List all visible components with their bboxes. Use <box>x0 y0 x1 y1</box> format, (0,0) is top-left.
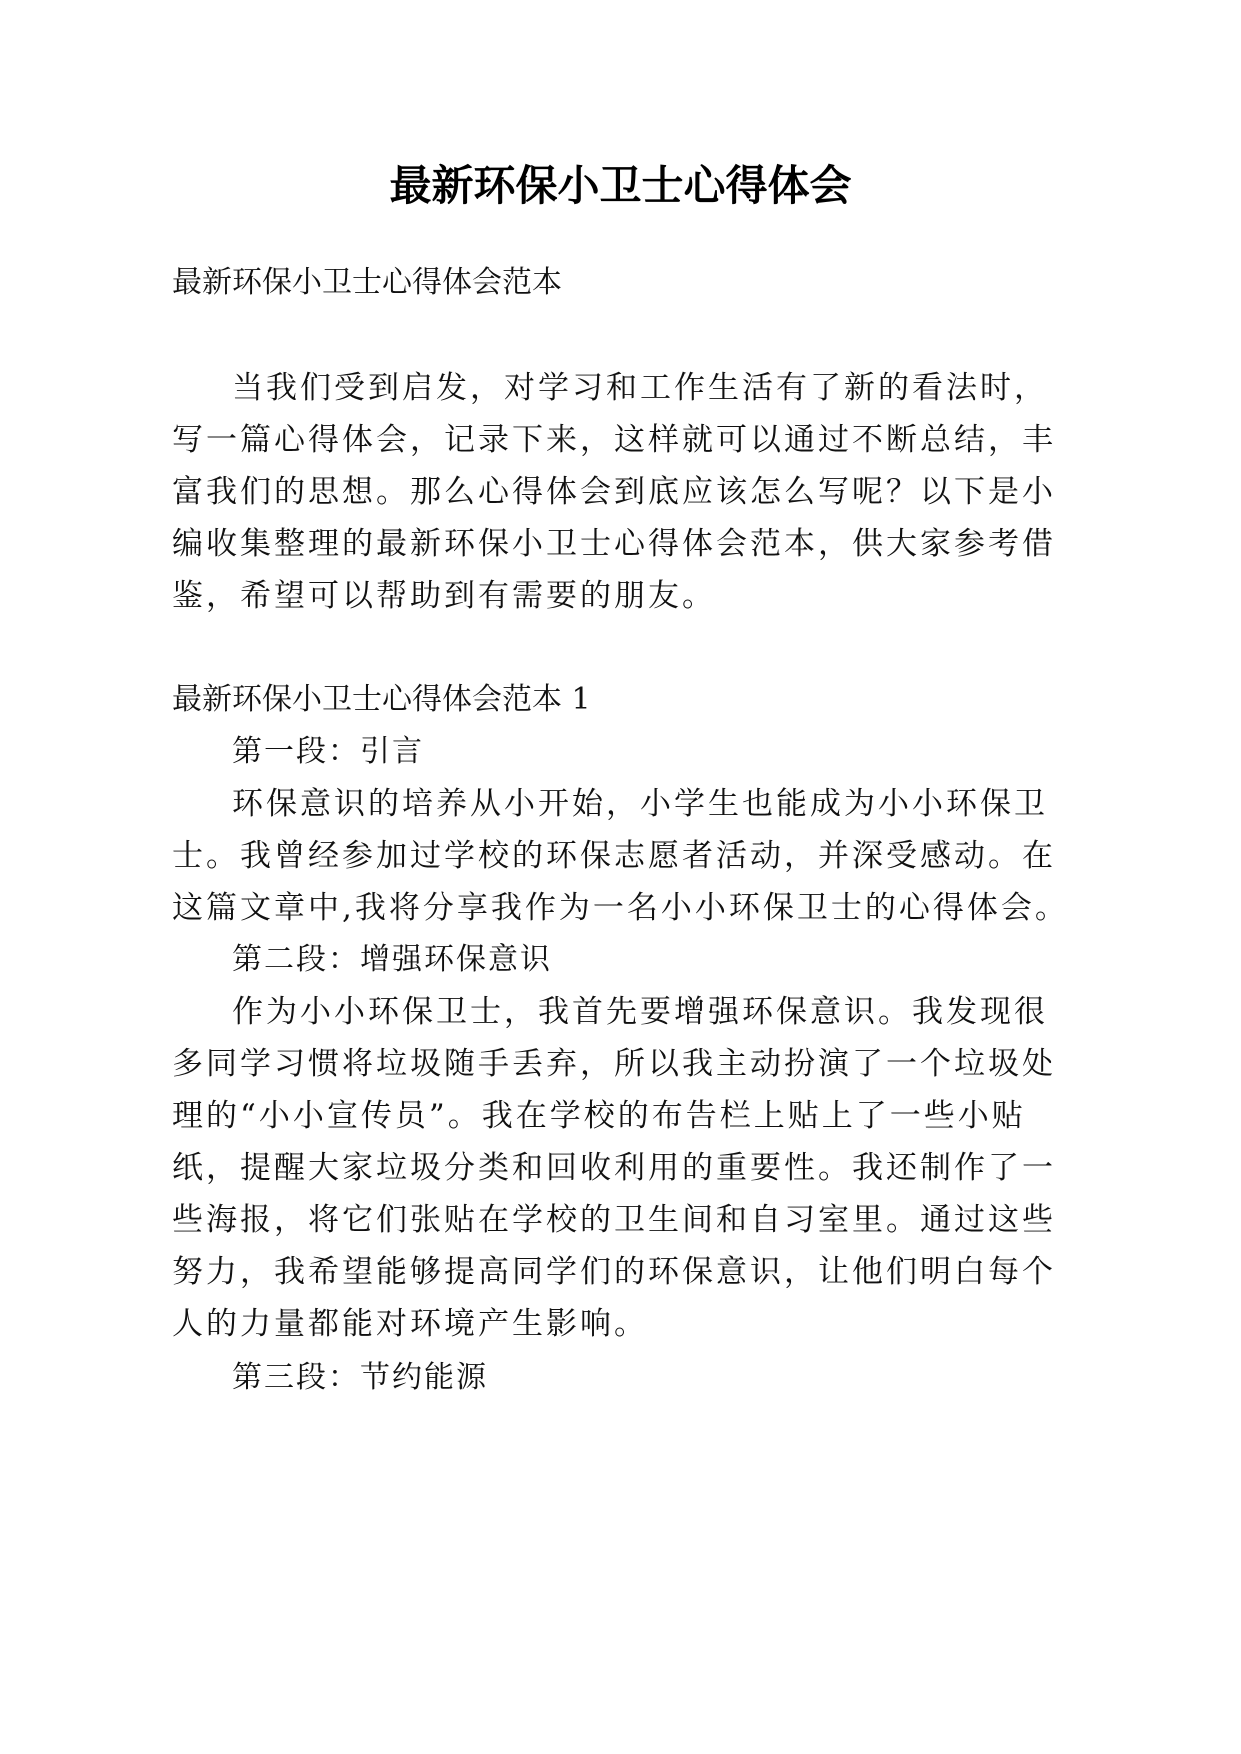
para2-line-1: 作为小小环保卫士，我首先要增强环保意识。我发现很 <box>232 994 1048 1030</box>
para1-line-1: 环保意识的培养从小开始，小学生也能成为小小环保卫 <box>232 786 1048 822</box>
document-title: 最新环保小卫士心得体会 <box>389 161 852 210</box>
para2-line-3: 理的“小小宣传员”。我在学校的布告栏上贴上了一些小贴 <box>172 1098 1026 1134</box>
para1-heading: 第一段：引言 <box>232 734 424 769</box>
section-title: 最新环保小卫士心得体会范本 1 <box>172 682 591 717</box>
para1-line-2: 士。我曾经参加过学校的环保志愿者活动，并深受感动。在 <box>172 838 1056 874</box>
para2-line-7: 人的力量都能对环境产生影响。 <box>172 1306 648 1342</box>
document-subtitle: 最新环保小卫士心得体会范本 <box>172 265 562 300</box>
intro-line-5: 鉴，希望可以帮助到有需要的朋友。 <box>172 578 716 614</box>
para2-line-4: 纸，提醒大家垃圾分类和回收利用的重要性。我还制作了一 <box>172 1150 1056 1186</box>
para2-line-6: 努力，我希望能够提高同学们的环保意识，让他们明白每个 <box>172 1254 1056 1290</box>
para1-line-3: 这篇文章中,我将分享我作为一名小小环保卫士的心得体会。 <box>172 890 1069 926</box>
para2-line-5: 些海报，将它们张贴在学校的卫生间和自习室里。通过这些 <box>172 1202 1056 1238</box>
intro-line-4: 编收集整理的最新环保小卫士心得体会范本，供大家参考借 <box>172 526 1056 562</box>
para2-line-2: 多同学习惯将垃圾随手丢弃，所以我主动扮演了一个垃圾处 <box>172 1046 1056 1082</box>
para2-heading: 第二段：增强环保意识 <box>232 942 552 977</box>
intro-line-2: 写一篇心得体会，记录下来，这样就可以通过不断总结，丰 <box>172 422 1056 458</box>
intro-line-1: 当我们受到启发，对学习和工作生活有了新的看法时， <box>232 370 1048 406</box>
para3-heading: 第三段：节约能源 <box>232 1360 488 1395</box>
intro-line-3: 富我们的思想。那么心得体会到底应该怎么写呢？以下是小 <box>172 474 1056 510</box>
